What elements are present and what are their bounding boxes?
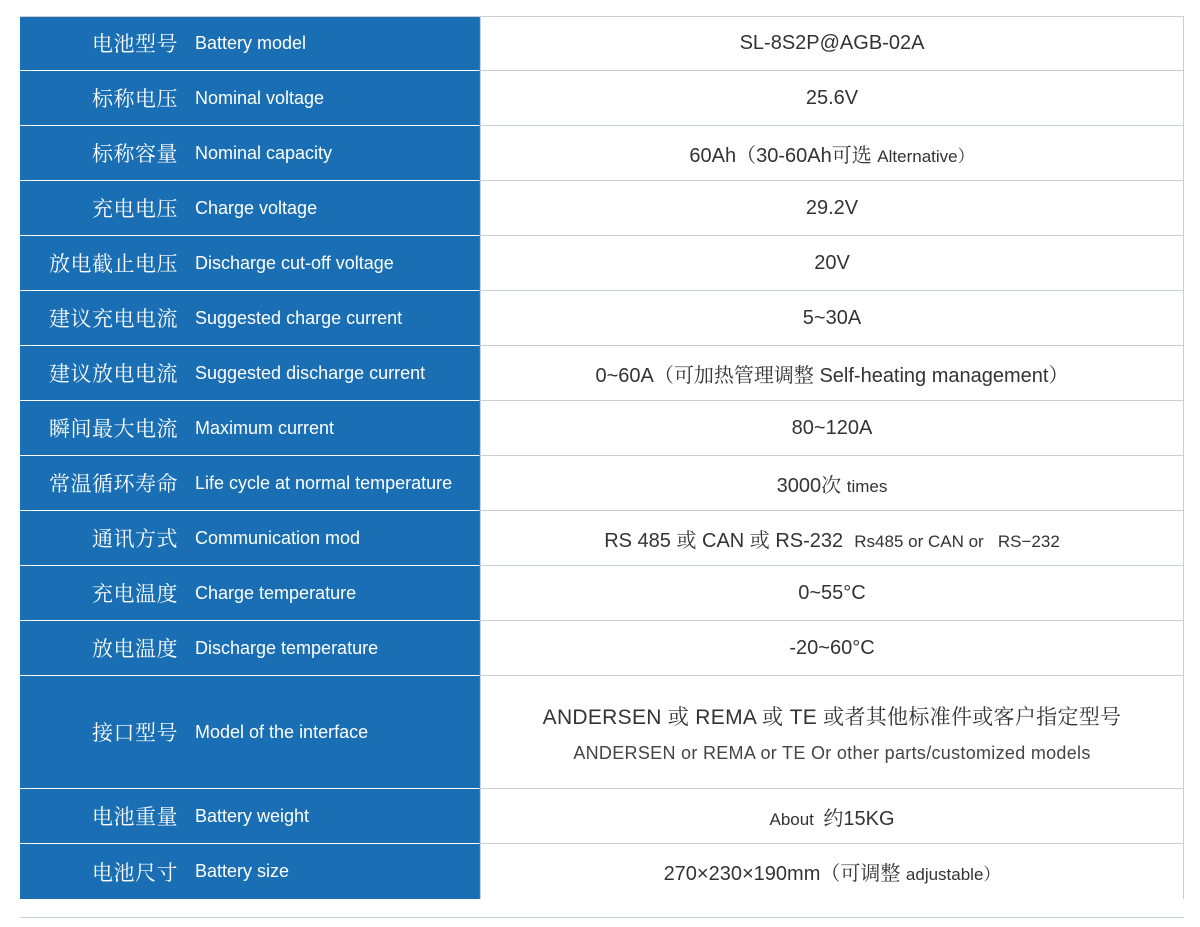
label-cell: [20, 510, 480, 565]
spec-table: [20, 16, 1184, 899]
label-cell: [20, 180, 480, 235]
label-zh: 建议放电电流: [49, 363, 178, 386]
label-en: Life cycle at normal temperature: [195, 472, 453, 493]
value-small-text: Rs485 or CAN or RS−232: [854, 531, 1060, 551]
value-cell: [480, 566, 1184, 620]
label-cell: [20, 620, 480, 675]
label-en: Model of the interface: [195, 721, 369, 742]
value-text: 80~120A: [791, 416, 873, 439]
label-cell: [20, 455, 480, 510]
table-row: [20, 676, 1184, 789]
label-en: Battery model: [195, 32, 307, 53]
label-en: Discharge temperature: [195, 637, 379, 658]
value-cell: [480, 181, 1184, 235]
label-cell: [20, 675, 480, 788]
value-text: 0~55°C: [798, 581, 866, 604]
label-en: Discharge cut-off voltage: [195, 252, 394, 273]
value-text: 5~30A: [802, 306, 862, 329]
value-small-text: adjustable）: [905, 865, 1001, 884]
table-row: [20, 291, 1184, 346]
label-en: Charge temperature: [195, 582, 357, 603]
table-row: [20, 456, 1184, 511]
label-cell: [20, 290, 480, 345]
table-row: [20, 126, 1184, 181]
label-en: Charge voltage: [195, 197, 318, 218]
label-en: Suggested discharge current: [195, 362, 426, 383]
value-cell: [480, 676, 1184, 788]
label-en: Nominal capacity: [195, 142, 333, 163]
value-text: RS 485 或 CAN 或 RS-232: [604, 529, 855, 552]
value-cell: [480, 126, 1184, 180]
label-zh: 通讯方式: [92, 528, 178, 551]
label-en: Nominal voltage: [195, 87, 325, 108]
value-cell: [480, 844, 1184, 899]
table-row: [20, 236, 1184, 291]
label-zh: 标称电压: [92, 88, 178, 111]
label-cell: [20, 235, 480, 290]
label-cell: [20, 565, 480, 620]
value-cell: [480, 291, 1184, 345]
table-row: [20, 789, 1184, 844]
label-en: Battery weight: [195, 805, 310, 826]
label-zh: 建议充电电流: [49, 308, 178, 331]
value-text: 270×230×190mm（可调整: [663, 863, 906, 885]
label-zh: 放电截止电压: [49, 253, 178, 276]
label-zh: 电池重量: [92, 806, 178, 829]
label-en: Maximum current: [195, 417, 335, 438]
table-row: [20, 621, 1184, 676]
table-row: [20, 16, 1184, 71]
label-zh: 常温循环寿命: [49, 473, 178, 496]
value-cell: [480, 236, 1184, 290]
value-cell: [480, 16, 1184, 70]
label-zh: 接口型号: [92, 722, 178, 745]
value-cell: [480, 401, 1184, 455]
value-small-text: About: [769, 809, 824, 829]
label-zh: 放电温度: [92, 638, 178, 661]
value-small-text: times: [846, 476, 888, 496]
table-row: [20, 511, 1184, 566]
label-cell: [20, 843, 480, 899]
value-text: -20~60°C: [789, 636, 875, 659]
label-en: Suggested charge current: [195, 307, 403, 328]
table-row: [20, 71, 1184, 126]
value-cell: [480, 456, 1184, 510]
value-text: ANDERSEN 或 REMA 或 TE 或者其他标准件或客户指定型号: [542, 705, 1122, 729]
value-cell: [480, 346, 1184, 400]
label-cell: [20, 345, 480, 400]
label-zh: 标称容量: [92, 143, 178, 166]
value-text: 29.2V: [805, 196, 859, 219]
label-en: Communication mod: [195, 527, 361, 548]
value-cell: [480, 71, 1184, 125]
value-line2-text: ANDERSEN or REMA or TE Or other parts/customized models: [573, 742, 1091, 763]
label-cell: [20, 788, 480, 843]
value-text: SL-8S2P@AGB-02A: [739, 31, 925, 54]
label-en: Battery size: [195, 861, 290, 881]
value-text: 25.6V: [805, 86, 859, 109]
table-row: [20, 346, 1184, 401]
value-text: 约15KG: [823, 807, 895, 830]
label-cell: [20, 70, 480, 125]
table-row: [20, 181, 1184, 236]
value-cell: [480, 511, 1184, 565]
label-zh: 瞬间最大电流: [49, 418, 178, 441]
label-cell: [20, 16, 480, 70]
table-row: [20, 844, 1184, 899]
value-cell: [480, 621, 1184, 675]
label-zh: 充电电压: [92, 198, 178, 221]
value-small-text: Alternative）: [877, 146, 975, 166]
value-cell: [480, 789, 1184, 843]
value-text: 20V: [814, 251, 850, 274]
label-zh: 充电温度: [92, 583, 178, 606]
label-zh: 电池尺寸: [92, 861, 178, 885]
table-row: [20, 566, 1184, 621]
value-text: 3000次: [776, 474, 847, 497]
label-cell: [20, 125, 480, 180]
value-text: 60Ah（30-60Ah可选: [689, 144, 878, 167]
table-row: [20, 401, 1184, 456]
label-zh: 电池型号: [92, 33, 178, 56]
value-text: 0~60A（可加热管理调整 Self-heating management）: [595, 364, 1069, 387]
label-cell: [20, 400, 480, 455]
